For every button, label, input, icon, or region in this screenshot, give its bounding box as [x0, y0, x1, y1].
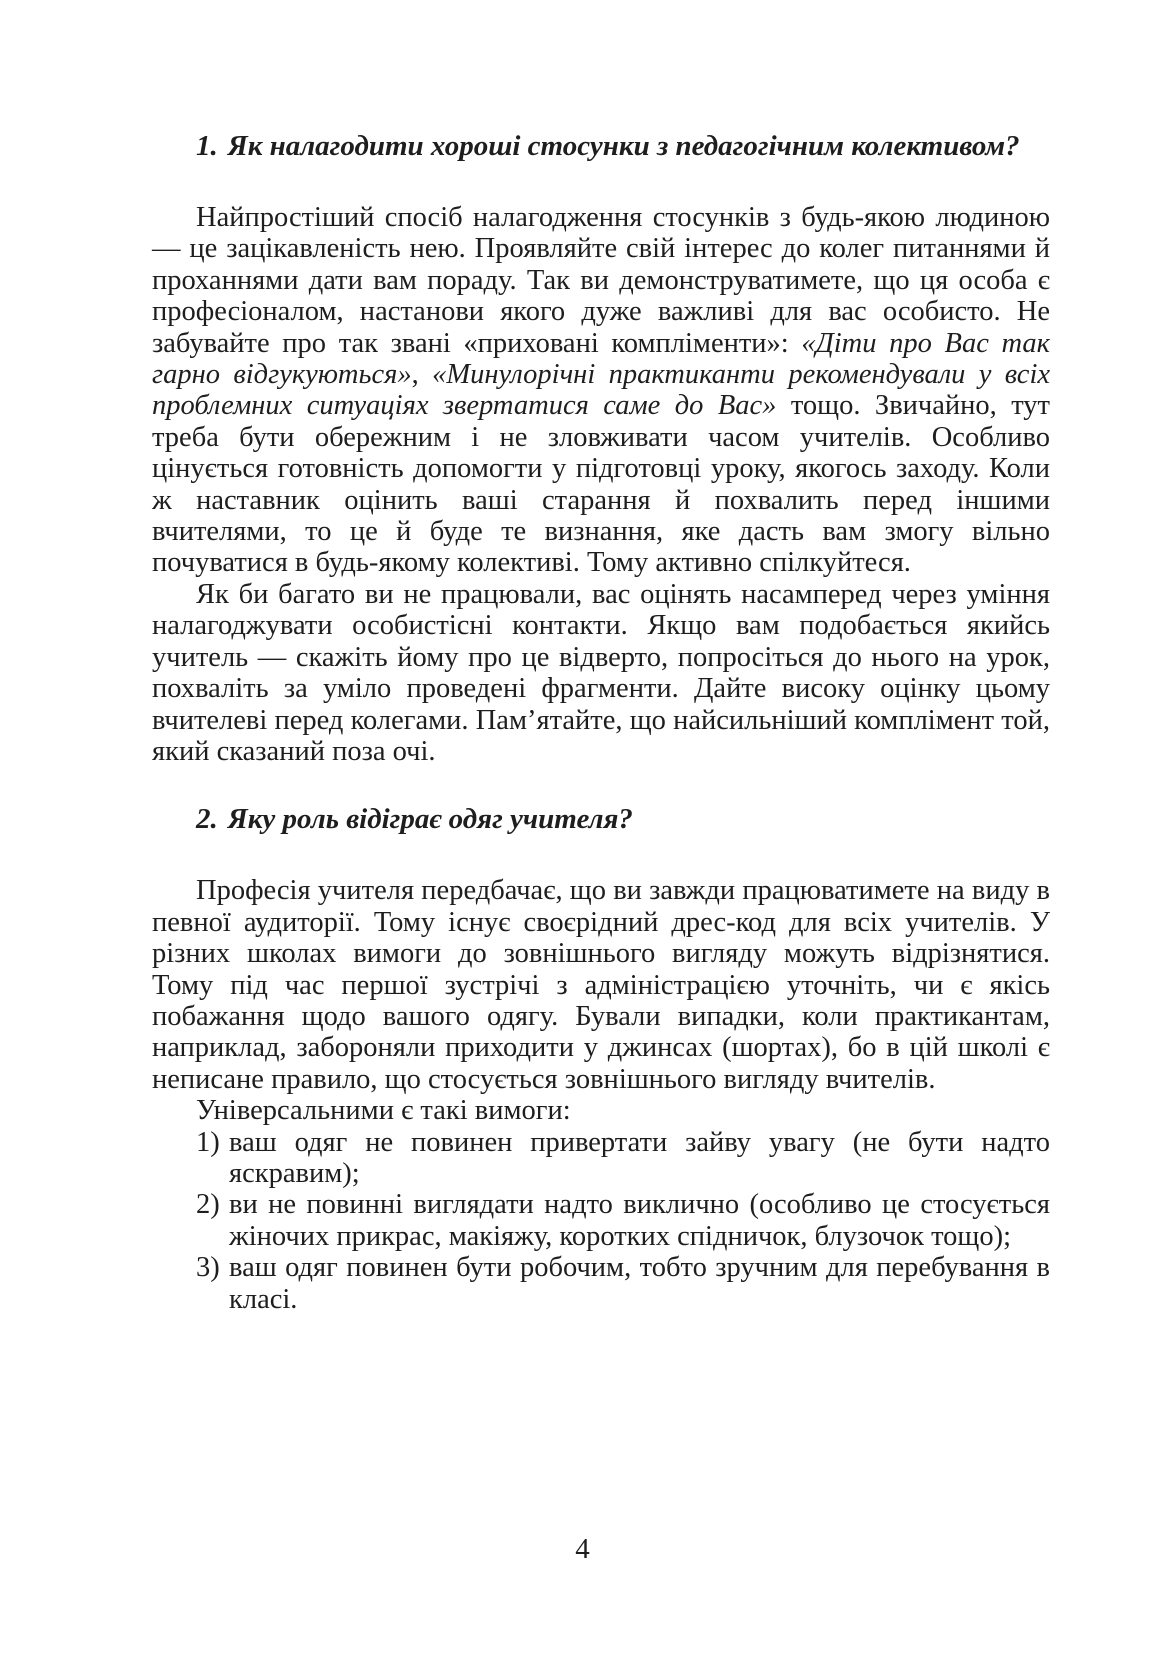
list-item	[152, 1252, 1050, 1315]
list-item	[152, 1127, 1050, 1190]
list-item-text: ваш одяг не повинен привертати зайву увагу (не бути надто яскравим);	[229, 1126, 1050, 1189]
paragraph-text: Найпростіший спосіб налагодження стосунків з будь-якою людиною — це зацікавленість нею. Проявляйте свій інтерес до колег питаннями й проханнями дати вам пораду. Так ви демонструватимете, що ця особа є професіоналом, настанови якого дуже важливі для вас особисто. Не забувайте про так звані «приховані компліменти»:	[152, 202, 1050, 359]
section-2-paragraph-2: Універсальними є такі вимоги:	[196, 1095, 571, 1127]
italic-quote-1: «Діти про Вас так гарно відгукуються»	[152, 327, 1050, 391]
italic-quote-2: «Минулорічні практиканти рекомендували у всіх проблемних ситуаціях звертатися саме до Вас»	[152, 359, 1051, 422]
page-body	[152, 128, 1050, 1315]
list-marker: 1)	[196, 1126, 220, 1158]
section-1-number: 1.	[196, 130, 218, 162]
section-1-heading	[152, 128, 1050, 164]
requirements-list	[152, 1127, 1050, 1315]
list-marker: 3)	[196, 1252, 220, 1284]
list-item-text: ваш одяг повинен бути робочим, тобто зручним для перебування в класі.	[229, 1252, 1050, 1315]
list-item	[152, 1189, 1050, 1252]
section-1-paragraph-2: Як би багато ви не працювали, вас оцінять насамперед через уміння налагоджувати особистісні контакти. Якщо вам подобається якийсь учитель — скажіть йому про це відверто, попросіться до нього на урок, похваліть за уміло проведені фрагменти. Дайте високу оцінку цьому вчителеві перед колегами. Пам’ятайте, що найсильніший комплімент той, який сказаний поза очі.	[152, 578, 1050, 767]
section-2-number: 2.	[196, 803, 218, 836]
section-2-paragraph-1: Професія учителя передбачає, що ви завжди працюватимете на виду в певної аудиторії. Тому існує своєрідний дрес-код для всіх учителів. У різних школах вимоги до зовнішнього вигляду можуть відрізнятися. Тому під час першої зустрічі з адміністрацією уточніть, чи є якісь побажання щодо вашого одягу. Бували випадки, коли практикантам, наприклад, забороняли приходити у джинсах (шортах), бо в цій школі є неписане правило, що стосується зовнішнього вигляду вчителів.	[152, 875, 1050, 1095]
section-2-title: Яку роль відіграє одяг учителя?	[227, 803, 633, 836]
page-number: 4	[575, 1533, 590, 1565]
list-marker: 2)	[196, 1189, 220, 1221]
section-1-paragraph-1	[152, 202, 1050, 579]
section-2-heading	[152, 801, 1050, 837]
section-1-title: Як налагодити хороші стосунки з педагогічним колективом?	[227, 130, 1020, 162]
list-item-text: ви не повинні виглядати надто виклично (особливо це стосується жіночих прикрас, макіяжу, коротких спідничок, блузочок тощо);	[229, 1189, 1050, 1252]
paragraph-text: тощо. Звичайно, тут треба бути обережним і не зловживати часом учителів. Особливо цінується готовність допомогти у підготовці уроку, якогось заходу. Коли ж наставник оцінить ваші старання й похвалить перед іншими вчителями, то це й буде те визнання, яке дасть вам змогу вільно почуватися в будь-якому колективі. Тому активно спілкуйтеся.	[152, 390, 1050, 579]
paragraph-text: ,	[411, 359, 433, 391]
